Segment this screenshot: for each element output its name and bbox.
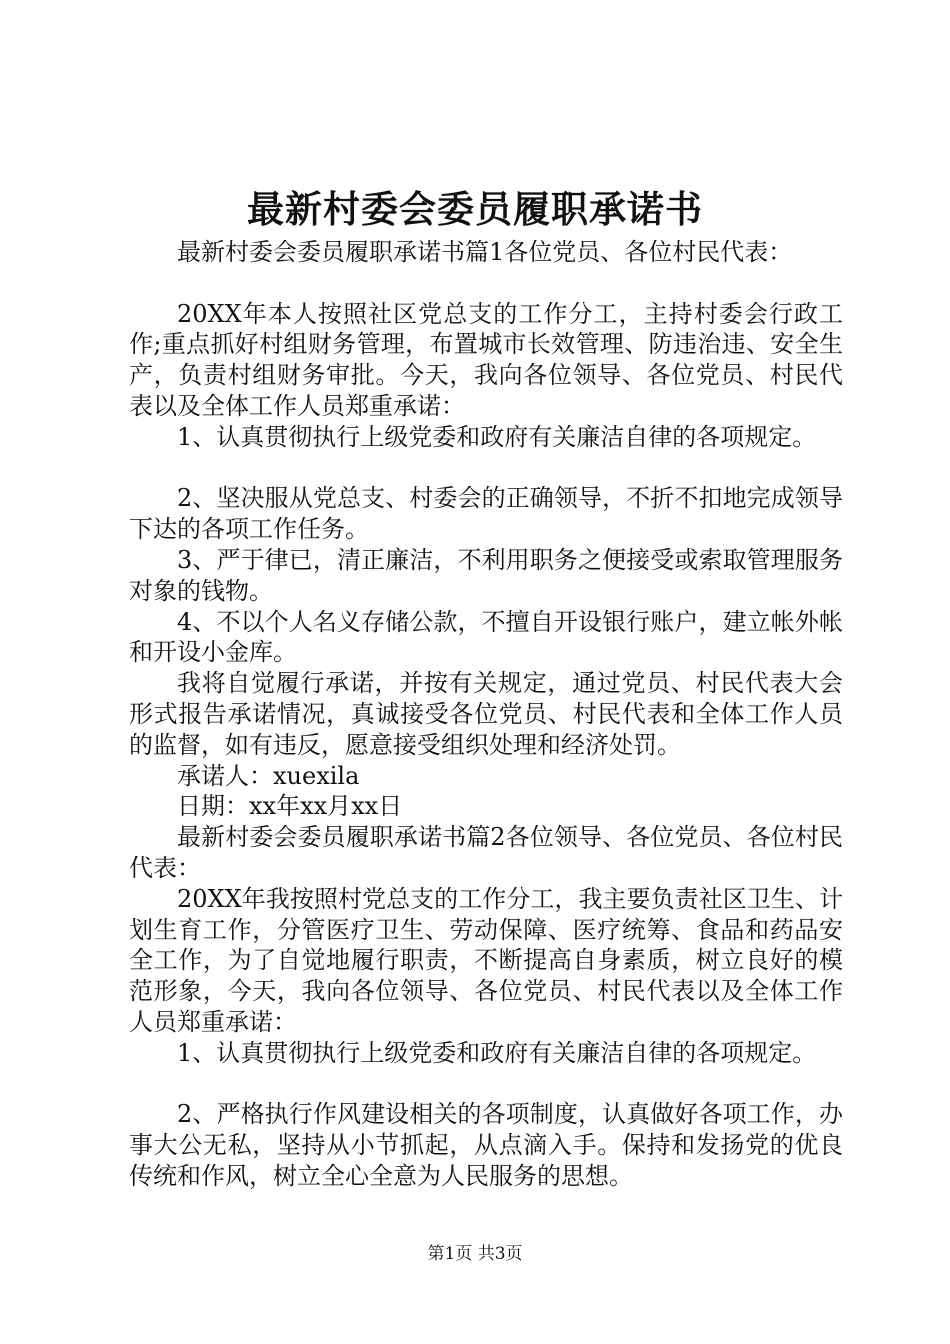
paragraph: 4、不以个人名义存储公款，不擅自开设银行账户，建立帐外帐和开设小金库。 bbox=[129, 607, 843, 667]
date-line: 日期：xx年xx月xx日 bbox=[177, 792, 403, 821]
paragraph: 2、严格执行作风建设相关的各项制度，认真做好各项工作，办事大公无私，坚持从小节抓起，从点滴入手。保持和发扬党的优良传统和作风，树立全心全意为人民服务的思想。 bbox=[129, 1100, 843, 1190]
paragraph: 3、严于律已，清正廉洁，不利用职务之便接受或索取管理服务对象的钱物。 bbox=[129, 545, 843, 605]
paragraph: 2、坚决服从党总支、村委会的正确领导，不折不扣地完成领导下达的各项工作任务。 bbox=[129, 484, 843, 544]
paragraph: 20XX年本人按照社区党总支的工作分工，主持村委会行政工作;重点抓好村组财务管理，布置城市长效管理、防违治违、安全生产，负责村组财务审批。今天，我向各位领导、各位党员、村民代表以及全体工作人员郑重承诺： bbox=[129, 299, 843, 420]
paragraph: 1、认真贯彻执行上级党委和政府有关廉洁自律的各项规定。 bbox=[177, 1038, 817, 1067]
paragraph: 最新村委会委员履职承诺书篇1各位党员、各位村民代表： bbox=[177, 238, 793, 266]
paragraph: 1、认真贯彻执行上级党委和政府有关廉洁自律的各项规定。 bbox=[177, 422, 817, 451]
document-body bbox=[129, 237, 843, 1192]
paragraph: 20XX年我按照村党总支的工作分工，我主要负责社区卫生、计划生育工作，分管医疗卫生、劳动保障、医疗统筹、食品和药品安全工作，为了自觉地履行职责，不断提高自身素质，树立良好的模范形象，今天，我向各位领导、各位党员、村民代表以及全体工作人员郑重承诺： bbox=[129, 884, 843, 1036]
paragraph: 我将自觉履行承诺，并按有关规定，通过党员、村民代表大会形式报告承诺情况，真诚接受各位党员、村民代表和全体工作人员的监督，如有违反，愿意接受组织处理和经济处罚。 bbox=[129, 669, 843, 759]
page-footer: 第1页 共3页 bbox=[427, 1244, 523, 1264]
signatory-line: 承诺人：xuexila bbox=[177, 761, 360, 790]
document-title: 最新村委会委员履职承诺书 bbox=[247, 187, 703, 231]
paragraph: 最新村委会委员履职承诺书篇2各位领导、各位党员、各位村民代表： bbox=[129, 823, 843, 882]
